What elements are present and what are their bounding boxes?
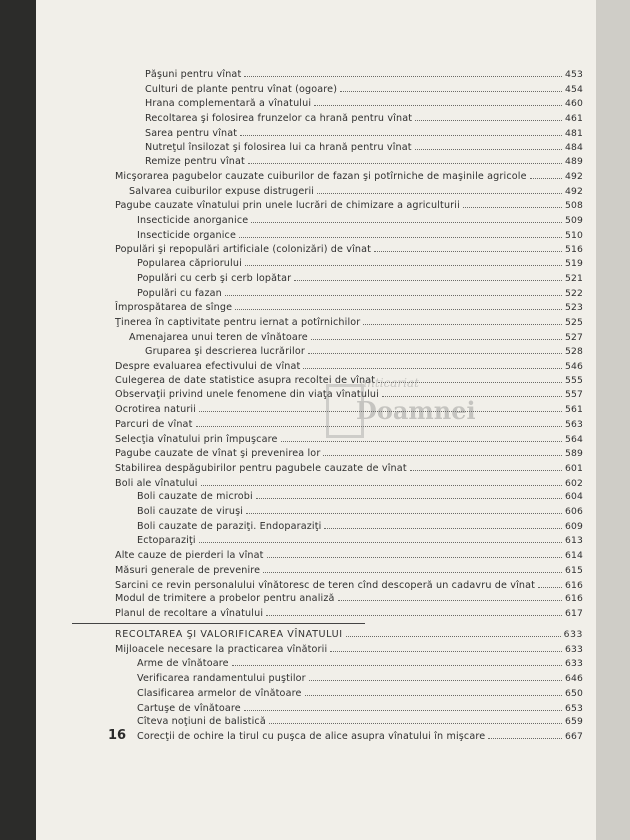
- toc-entry: Amenajarea unui teren de vînătoare 527: [129, 331, 583, 343]
- toc-entry: Boli ale vînatului 602: [115, 477, 583, 489]
- toc-entry: Verificarea randamentului puştilor 646: [137, 673, 583, 685]
- toc-entry: Insecticide organice 510: [137, 229, 583, 241]
- toc-entry: Modul de trimitere a probelor pentru analiză 616: [115, 593, 583, 605]
- toc-entry: Pagube cauzate de vînat şi prevenirea lor 589: [115, 448, 583, 460]
- toc-entry: Popularea căpriorului 519: [137, 258, 583, 270]
- toc-entry: Boli cauzate de viruşi 606: [137, 506, 583, 518]
- toc-entry: Nutreţul însilozat şi folosirea lui ca hrană pentru vînat 484: [145, 142, 583, 154]
- toc-entry: Populări şi repopulări artificiale (colonizări) de vînat 516: [115, 244, 583, 256]
- toc-entry: Clasificarea armelor de vînătoare 650: [137, 687, 583, 699]
- section-rule: [72, 623, 365, 624]
- toc-entry: Despre evaluarea efectivului de vînat 546: [115, 360, 583, 372]
- watermark-line1: anticariat: [360, 376, 419, 390]
- toc-entry: Cîteva noţiuni de balistică 659: [137, 716, 583, 728]
- toc-entry: Salvarea cuiburilor expuse distrugerii 492: [129, 185, 583, 197]
- toc-entry: Micşorarea pagubelor cauzate cuiburilor de fazan şi potîrniche de maşinile agricole 492: [115, 170, 583, 182]
- toc-entry: Stabilirea despăgubirilor pentru pagubele cauzate de vînat 601: [115, 462, 583, 474]
- toc-entry: Culturi de plante pentru vînat (ogoare) 454: [145, 83, 583, 95]
- toc-entry: Păşuni pentru vînat 453: [145, 69, 583, 80]
- toc-entry: Sarea pentru vînat 481: [145, 127, 583, 139]
- toc-entry: Parcuri de vînat 563: [115, 418, 583, 430]
- toc-entry: Împrospătarea de sînge 523: [115, 302, 583, 314]
- toc-entry: Populări cu cerb şi cerb lopătar 521: [137, 272, 583, 284]
- toc-entry: Planul de recoltare a vînatului 617: [115, 607, 583, 619]
- page-number: 16: [108, 728, 127, 743]
- toc-entry: Populări cu fazan 522: [137, 287, 583, 299]
- toc-entry: Ţinerea în captivitate pentru iernat a potîrnichilor 525: [115, 316, 583, 328]
- toc-entry: Observaţii privind unele fenomene din viaţa vînatului 557: [115, 389, 583, 401]
- toc-entry: Recoltarea şi folosirea frunzelor ca hrană pentru vînat 461: [145, 113, 583, 125]
- watermark-line2: Doamnei: [356, 396, 476, 425]
- toc-entry: Remize pentru vînat 489: [145, 156, 583, 168]
- toc-entry: Măsuri generale de prevenire 615: [115, 564, 583, 576]
- toc-entry: Cartuşe de vînătoare 653: [137, 702, 583, 714]
- watermark-logo: [326, 372, 476, 452]
- book-gutter-shadow: [0, 0, 36, 840]
- toc-entry: Sarcini ce revin personalului vînătoresc de teren cînd descoperă un cadavru de vînat 616: [115, 579, 583, 591]
- toc-entry: Ocrotirea naturii 561: [115, 404, 583, 416]
- toc-entry: Mijloacele necesare la practicarea vînătorii 633: [115, 643, 583, 655]
- toc-entry: Ectoparaziţi 613: [137, 535, 583, 547]
- book-page: [36, 0, 596, 840]
- section-heading: RECOLTAREA ŞI VALORIFICAREA VÎNATULUI 633: [115, 629, 583, 641]
- toc-entry: Boli cauzate de microbi 604: [137, 491, 583, 503]
- toc-entry: Arme de vînătoare 633: [137, 658, 583, 670]
- toc-entry: Culegerea de date statistice asupra recoltei de vînat 555: [115, 374, 583, 386]
- toc-entry: Insecticide anorganice 509: [137, 214, 583, 226]
- toc-entry: Gruparea şi descrierea lucrărilor 528: [145, 346, 583, 358]
- toc-entry: Hrana complementară a vînatului 460: [145, 98, 583, 110]
- toc-entry: Selecţia vînatului prin împuşcare 564: [115, 433, 583, 445]
- toc-entry: Alte cauze de pierderi la vînat 614: [115, 550, 583, 562]
- toc-entry: Pagube cauzate vînatului prin unele lucrări de chimizare a agriculturii 508: [115, 200, 583, 212]
- toc-entry: Corecţii de ochire la tirul cu puşca de alice asupra vînatului în mişcare 667: [137, 731, 583, 742]
- table-of-contents: [36, 0, 596, 840]
- page-edge: [595, 0, 630, 840]
- toc-entry: Boli cauzate de paraziţi. Endoparaziţi 609: [137, 520, 583, 532]
